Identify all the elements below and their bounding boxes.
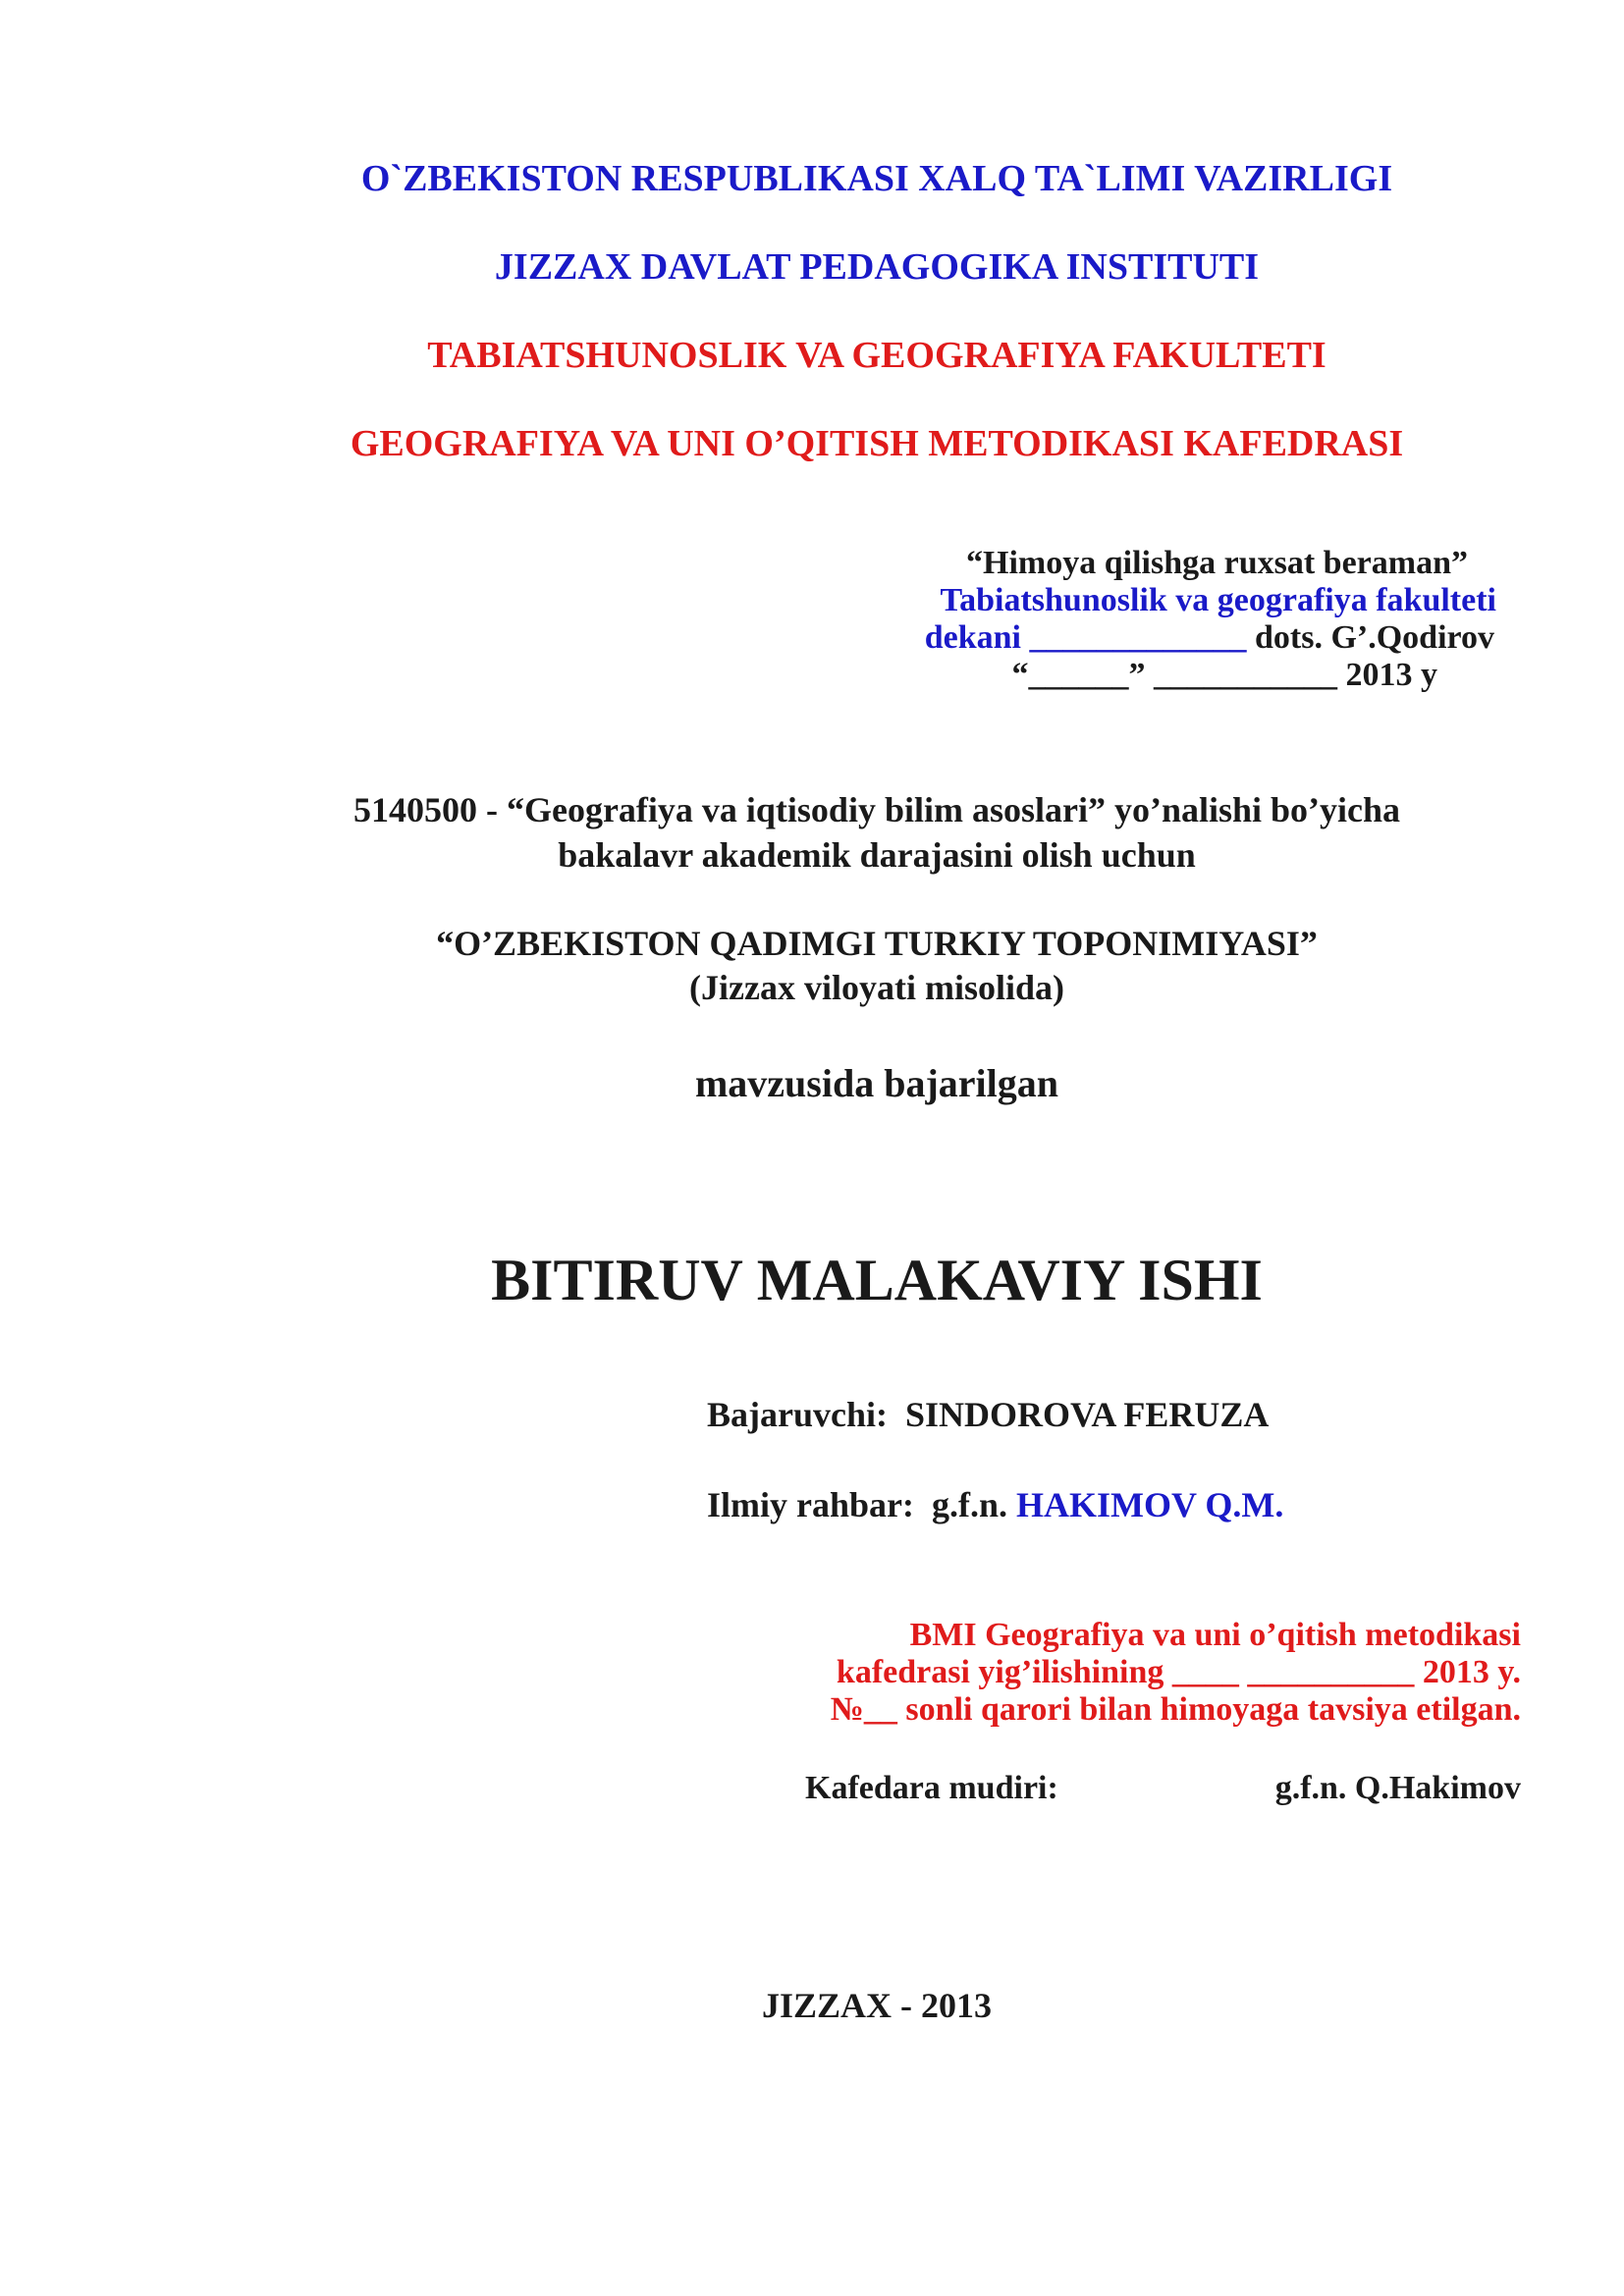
advisor-degree: g.f.n. [932, 1485, 1008, 1524]
performer-line [707, 1394, 1269, 1435]
direction-line-2: bakalavr akademik darajasini olish uchun [558, 835, 1196, 875]
recommendation-line-1: BMI Geografiya va uni o’qitish metodikasi [909, 1617, 1521, 1653]
signature-blank: _____________ [1029, 619, 1247, 656]
advisor-line [707, 1484, 1283, 1525]
topic-title: “O’ZBEKISTON QADIMGI TURKIY TOPONIMIYASI” [436, 924, 1318, 963]
ministry-heading: O`ZBEKISTON RESPUBLIKASI XALQ TA`LIMI VAZIRLIGI [360, 158, 1393, 199]
approval-line-3 [925, 619, 1494, 657]
department-heading: GEOGRAFIYA VA UNI O’QITISH METODIKASI KAFEDRASI [350, 423, 1404, 464]
approval-line-2: Tabiatshunoslik va geografiya fakulteti [940, 582, 1496, 618]
performer-label: Bajaruvchi: [707, 1395, 888, 1434]
advisor-name: HAKIMOV Q.M. [1016, 1485, 1284, 1524]
recommendation-line-3: №__ sonli qarori bilan himoyaga tavsiya etilgan. [830, 1691, 1521, 1728]
institute-heading: JIZZAX DAVLAT PEDAGOGIKA INSTITUTI [494, 246, 1260, 288]
dean-label: dekani [924, 619, 1021, 656]
footer-city-year: JIZZAX - 2013 [761, 1986, 993, 2025]
head-of-department-label: Kafedara mudiri: [805, 1770, 1058, 1806]
topic-done-text: mavzusida bajarilgan [694, 1061, 1059, 1105]
head-of-department-name: g.f.n. Q.Hakimov [1274, 1770, 1521, 1806]
direction-line-1: 5140500 - “Geografiya va iqtisodiy bilim asoslari” yo’nalishi bo’yicha [352, 790, 1401, 829]
recommendation-line-2: kafedrasi yig’ilishining ____ __________ 2013 y. [836, 1654, 1521, 1690]
faculty-heading: TABIATSHUNOSLIK VA GEOGRAFIYA FAKULTETI [427, 335, 1326, 376]
approval-date: “______” ___________ 2013 y [1011, 657, 1437, 693]
performer-name: SINDOROVA FERUZA [905, 1395, 1270, 1434]
advisor-label: Ilmiy rahbar: [707, 1485, 914, 1524]
approval-line-1: “Himoya qilishga ruxsat beraman” [966, 545, 1468, 581]
dean-name: dots. G’.Qodirov [1254, 619, 1494, 656]
work-title: BITIRUV MALAKAVIY ISHI [491, 1248, 1263, 1312]
topic-subtitle: (Jizzax viloyati misolida) [689, 968, 1064, 1007]
